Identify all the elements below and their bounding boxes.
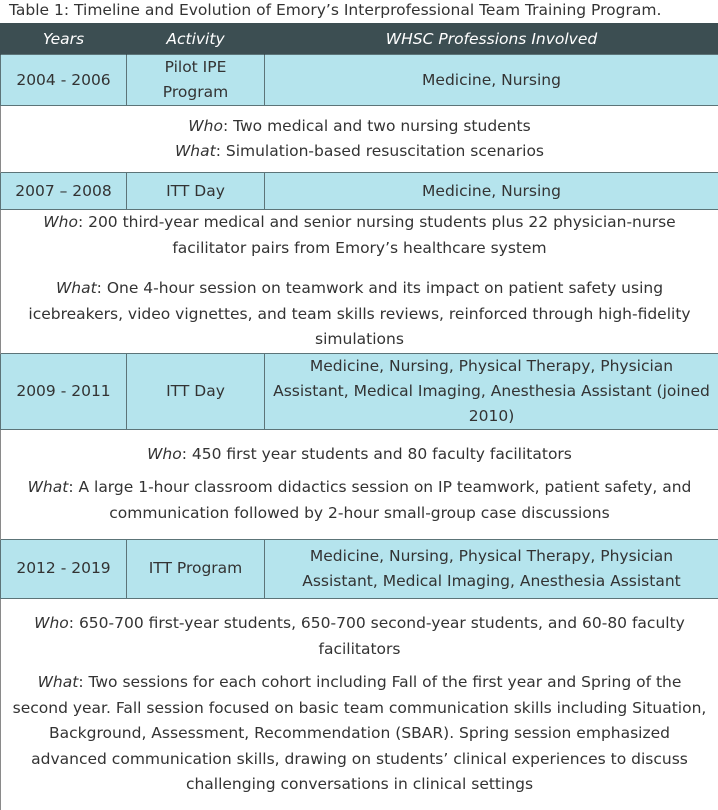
period-professions: Medicine, Nursing <box>265 55 718 106</box>
what-line <box>11 139 708 165</box>
column-header-activity: Activity <box>127 23 265 55</box>
period-activity: ITT Program <box>127 539 265 598</box>
period-row <box>1 173 718 210</box>
who-text: : Two medical and two nursing students <box>223 117 531 135</box>
what-line <box>11 475 708 526</box>
who-line <box>11 210 708 261</box>
what-text: : One 4-hour session on teamwork and its impact on patient safety using icebreakers, video vignettes, and team skills reviews, reinforced through high-fidelity simulations <box>28 279 690 348</box>
detail-row <box>1 210 718 354</box>
who-label: Who <box>34 614 69 632</box>
period-row <box>1 353 718 429</box>
period-activity: Pilot IPE Program <box>127 55 265 106</box>
period-years: 2012 - 2019 <box>1 539 127 598</box>
who-text: : 200 third-year medical and senior nursing students plus 22 physician-nurse facilitator pairs from Emory’s healthcare system <box>78 213 676 257</box>
period-years: 2004 - 2006 <box>1 55 127 106</box>
what-text: : Simulation-based resuscitation scenarios <box>216 142 544 160</box>
what-label: What <box>175 142 216 160</box>
period-activity: ITT Day <box>127 173 265 210</box>
what-text: : Two sessions for each cohort including Fall of the first year and Spring of the second year. Fall session focused on basic team communication skills including Situation, Background, Assessment, Recommendation (SBAR). Spring session emphasized advanced communication skills, drawing on students’ clinical experiences to discuss challenging conversations in clinical settings <box>13 673 707 793</box>
what-label: What <box>38 673 79 691</box>
who-text: : 650-700 first-year students, 650-700 second-year students, and 60-80 faculty facilitators <box>69 614 685 658</box>
detail-cell <box>1 106 718 173</box>
detail-row <box>1 598 718 810</box>
who-line <box>11 114 708 140</box>
who-line <box>11 442 708 468</box>
period-row <box>1 539 718 598</box>
timeline-table <box>0 23 718 810</box>
detail-row <box>1 106 718 173</box>
what-line <box>11 276 708 353</box>
period-years: 2007 – 2008 <box>1 173 127 210</box>
what-label: What <box>56 279 97 297</box>
period-professions: Medicine, Nursing, Physical Therapy, Physician Assistant, Medical Imaging, Anesthesia Assistant <box>265 539 718 598</box>
who-line <box>11 611 708 662</box>
column-header-professions: WHSC Professions Involved <box>265 23 718 55</box>
who-label: Who <box>188 117 223 135</box>
period-row <box>1 55 718 106</box>
period-activity: ITT Day <box>127 353 265 429</box>
column-header-years: Years <box>1 23 127 55</box>
who-text: : 450 first year students and 80 faculty facilitators <box>182 445 572 463</box>
what-line <box>11 670 708 798</box>
period-professions: Medicine, Nursing <box>265 173 718 210</box>
what-text: : A large 1-hour classroom didactics session on IP teamwork, patient safety, and communication followed by 2-hour small-group case discussions <box>68 478 691 522</box>
who-label: Who <box>43 213 78 231</box>
period-years: 2009 - 2011 <box>1 353 127 429</box>
period-professions: Medicine, Nursing, Physical Therapy, Physician Assistant, Medical Imaging, Anesthesia Assistant (joined 2010) <box>265 353 718 429</box>
who-label: Who <box>147 445 182 463</box>
detail-cell <box>1 429 718 539</box>
detail-cell <box>1 210 718 354</box>
what-label: What <box>28 478 69 496</box>
detail-row <box>1 429 718 539</box>
table-caption: Table 1: Timeline and Evolution of Emory’s Interprofessional Team Training Program. <box>0 0 718 23</box>
detail-cell <box>1 598 718 810</box>
table-header-row <box>1 23 718 55</box>
